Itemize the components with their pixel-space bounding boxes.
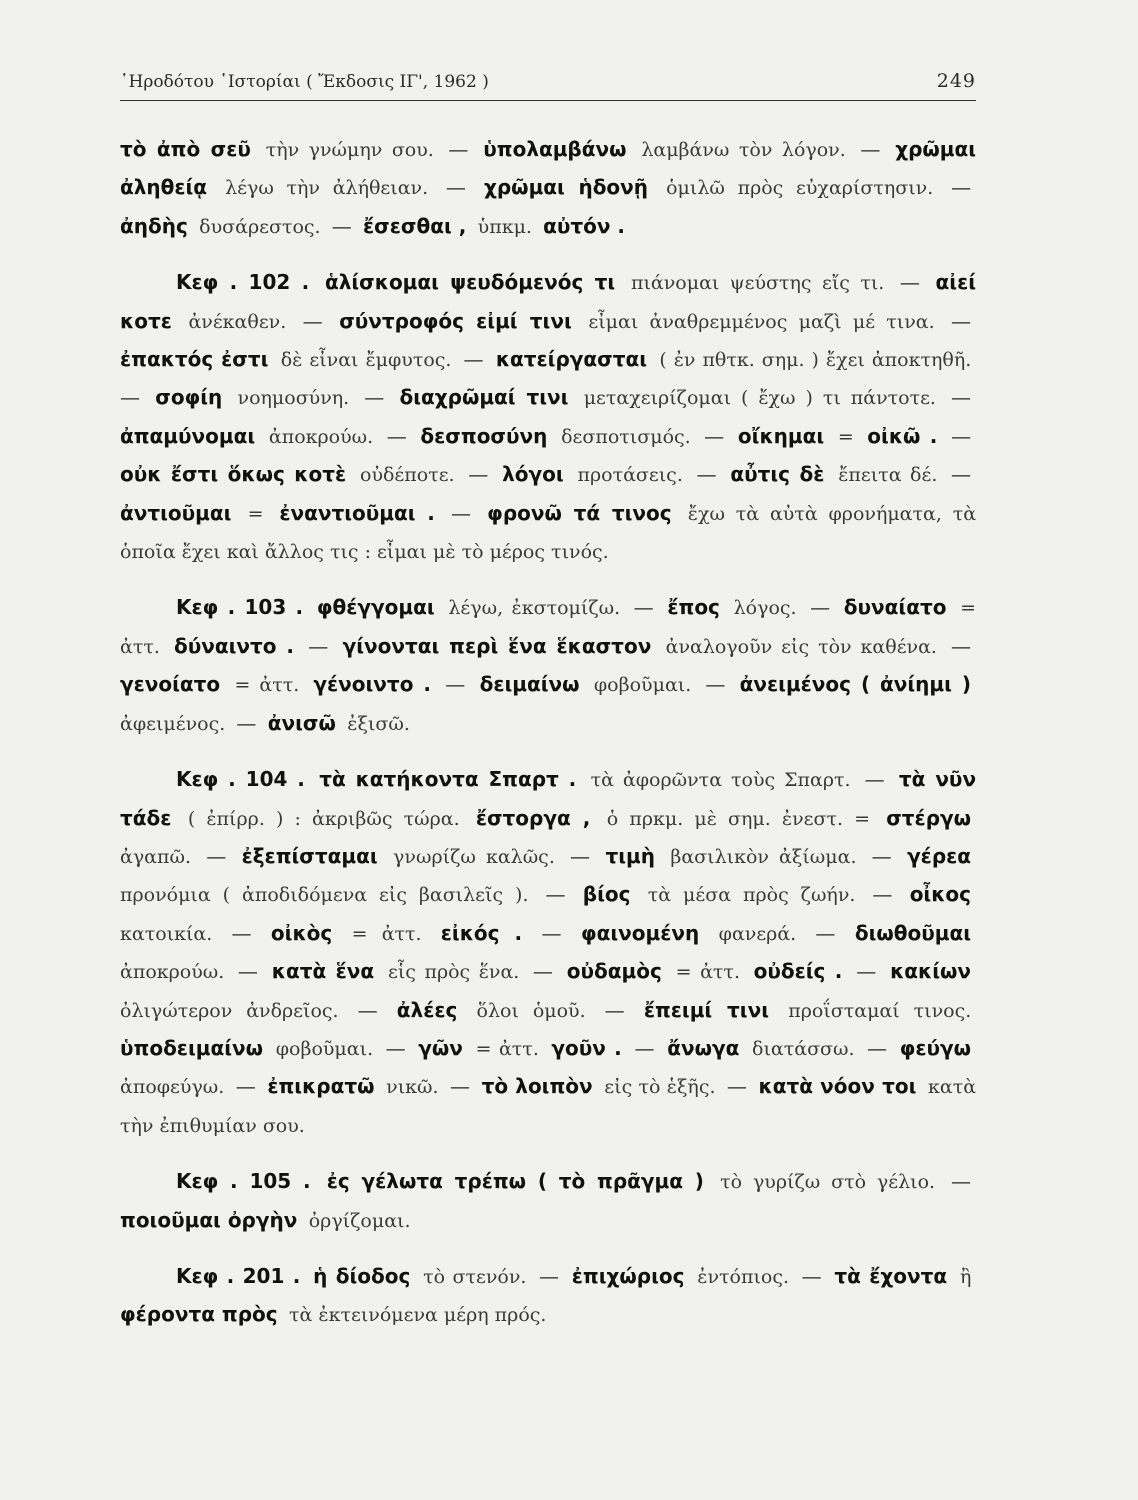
gloss: ( ἐν πθτκ. σημ. ) ἔχει ἀποκτηθῆ. [659,349,972,372]
headword: ἀηδὴς [120,213,188,238]
chapter-label: Κεφ . 102 . [176,270,310,295]
gloss: ἐξισῶ. [347,712,410,735]
headword: χρῶμαι ἀληθείᾳ [120,137,977,200]
dash-separator: — [951,308,972,333]
headword: στέργω [886,805,972,830]
gloss: λόγος. [733,597,797,620]
running-header [120,70,976,101]
dash-separator: — [634,1035,655,1060]
gloss: μεταχειρίζομαι ( ἔχω ) τι πάντοτε. [583,387,936,410]
dash-separator: — [302,308,323,333]
dash-separator: — [872,882,893,907]
headword: ἐπιχώριος [571,1263,685,1288]
gloss: νικῶ. [386,1076,439,1099]
gloss: δὲ εἶναι ἔμφυτος. [280,349,452,372]
gloss: λέγω, ἐκστομίζω. [448,597,621,620]
headword: ἐπικρατῶ [267,1074,375,1099]
headword: τὸ λοιπὸν [481,1074,593,1099]
headword: εἰκός . [440,920,523,945]
gloss: κατὰ τὴν ἐπιθυμίαν σου. [120,1076,977,1137]
headword: οἶκος [909,882,972,907]
dash-separator: — [386,423,407,448]
headword: οὐδείς . [753,959,843,984]
gloss: εἶμαι ἀναθρεμμένος μαζὶ μέ τινα. [588,310,935,333]
dash-separator: — [532,959,553,984]
gloss: δυσάρεστος. [199,215,321,238]
chapter-label: Κεφ . 103 . [176,595,304,620]
glossary-paragraph [120,264,976,571]
headword: γέρεα [907,843,972,868]
headword: γένοιντο . [313,672,431,697]
dash-separator: — [545,882,566,907]
headword: αὖτις δὲ [730,462,825,487]
headword: ἀνειμένος ( ἀνίημι ) [739,672,972,697]
headword: ἀνισῶ [267,710,336,735]
gloss: κατοικία. [120,922,213,945]
gloss: = ἀττ. [675,961,740,984]
dash-separator: — [856,959,877,984]
dash-separator: — [451,500,472,525]
gloss: τὰ ἐκτεινόμενα μέρη πρός. [289,1304,547,1327]
headword: ἀντιοῦμαι [120,500,232,525]
headword: τιμὴ [605,843,655,868]
gloss: = ἀττ. [120,597,977,658]
gloss: ἀγαπῶ. [120,845,192,868]
headword: γοῦν . [551,1035,622,1060]
glossary-paragraph [120,589,976,743]
gloss: ὅλοι ὁμοῦ. [476,999,586,1022]
dash-separator: — [231,920,252,945]
headword: σύντροφός εἰμί τινι [339,308,572,333]
headword: σοφίη [155,385,223,410]
gloss: = [837,425,854,448]
dash-separator: — [237,959,258,984]
gloss: φοβοῦμαι. [593,674,692,697]
page [120,70,976,1335]
headword: γίνονται περὶ ἕνα ἕκαστον [342,633,652,658]
dash-separator: — [364,385,385,410]
headword: φεύγω [899,1035,972,1060]
headword: χρῶμαι ἡδονῇ [483,175,649,200]
gloss: ἀνέκαθεν. [188,310,287,333]
headword: ὑποδειμαίνω [120,1035,263,1060]
headword: λόγοι [502,462,564,487]
headword: αὐτόν . [543,213,626,238]
headword: κατὰ νόον τοι [758,1074,917,1099]
headword: ἀπαμύνομαι [120,423,256,448]
dash-separator: — [951,462,971,487]
dash-separator: — [705,672,726,697]
headword: οὐδαμὸς [566,959,662,984]
gloss: λέγω τὴν ἀλήθειαν. [225,177,429,200]
dash-separator: — [468,462,489,487]
headword: γενοίατο [120,672,221,697]
dash-separator: — [445,672,466,697]
gloss: τὰ μέσα πρὸς ζωήν. [647,884,856,907]
headword: ἐπακτός ἐστι [120,347,269,372]
dash-separator: — [871,843,892,868]
dash-separator: — [206,843,227,868]
gloss: διατάσσω. [752,1037,855,1060]
dash-separator: — [445,175,466,200]
headword: τὸ ἀπὸ σεῦ [120,137,251,161]
dash-separator: — [541,920,562,945]
chapter-label: Κεφ . 201 . [176,1263,301,1288]
gloss: ὁ πρκμ. μὲ σημ. ἐνεστ. = [606,807,871,830]
headword: ἔπειμί τινι [643,997,770,1022]
dash-separator: — [539,1263,559,1288]
gloss: πιάνομαι ψεύστης εἴς τι. [630,272,885,295]
header-title: ῾Ηροδότου ῾Ιστορίαι ( Ἔκδοσις ΙΓ', 1962 ) [120,72,489,92]
dash-separator: — [236,710,257,735]
headword: διαχρῶμαί τινι [399,385,569,410]
gloss: τὸ γυρίζω στὸ γέλιο. [720,1171,936,1194]
headword: αἰεί κοτε [120,270,977,333]
headword: ἀλέες [396,997,458,1022]
gloss: εἰς τὸ ἑξῆς. [604,1076,716,1099]
headword: ἔστοργα , [475,805,591,830]
glossary-paragraph [120,761,976,1145]
dash-separator: — [463,347,484,372]
gloss: λαμβάνω τὸν λόγον. [641,139,846,161]
headword: ἔσεσθαι , [363,213,467,238]
headword: ἐναντιοῦμαι . [279,500,435,525]
dash-separator: — [864,767,885,792]
dash-separator: — [810,595,831,620]
headword: ἁλίσκομαι ψευδόμενός τι [324,270,616,295]
gloss: εἷς πρὸς ἕνα. [388,961,520,984]
dash-separator: — [235,1074,256,1099]
dash-separator: — [899,270,920,295]
headword: δυναίατο [843,595,947,620]
dash-separator: — [308,633,329,658]
gloss: νοημοσύνη. [237,387,350,410]
headword: τὰ κατήκοντα Σπαρτ . [319,767,577,792]
dash-separator: — [950,385,971,410]
headword: φαινομένη [580,920,700,945]
headword: ἡ δίοδος [313,1263,411,1288]
gloss: τὸ στενόν. [423,1265,527,1288]
gloss: φανερά. [718,922,797,945]
gloss: = ἀττ. [351,922,422,945]
dash-separator: — [867,1035,888,1060]
dash-separator: — [449,1074,470,1099]
text-body [120,131,976,1335]
headword: ἐξεπίσταμαι [241,843,378,868]
headword: ἔπος [667,595,720,620]
dash-separator: — [951,423,972,448]
headword: οἴκημαι [737,423,825,448]
headword: οἰκῶ . [867,423,938,448]
dash-separator: — [604,997,625,1022]
headword: φρονῶ τά τινος [487,500,672,525]
dash-separator: — [633,595,654,620]
gloss: ἀναλογοῦν εἰς τὸν καθένα. [665,635,937,658]
gloss: ὑπκμ. [477,215,532,238]
headword: κατείργασται [495,347,648,372]
headword: φθέγγομαι [316,595,435,620]
gloss: ἢ [959,1265,972,1288]
gloss: = ἀττ. [234,674,300,697]
dash-separator: — [120,385,140,410]
gloss: φοβοῦμαι. [275,1037,374,1060]
dash-separator: — [951,1169,972,1194]
headword: οἰκὸς [270,920,333,945]
dash-separator: — [726,1074,747,1099]
gloss: ( ἐπίρρ. ) : ἀκριβῶς τώρα. [187,807,460,830]
headword: ποιοῦμαι ὀργὴν [120,1207,298,1232]
dash-separator: — [860,137,881,161]
gloss: τὴν γνώμην σου. [265,139,434,161]
glossary-paragraph [120,1163,976,1240]
glossary-paragraph [120,131,976,246]
glossary-paragraph [120,1258,976,1335]
headword: βίος [582,882,631,907]
dash-separator: — [385,1035,406,1060]
dash-separator: — [801,1263,822,1288]
dash-separator: — [951,633,972,658]
headword: κατὰ ἕνα [271,959,375,984]
gloss: ὁμιλῶ πρὸς εὐχαρίστησιν. [666,177,934,200]
gloss: ἔχω τὰ αὐτὰ φρονήματα, τὰ ὁποῖα ἔχει καὶ ἄλλος τις : εἶμαι μὲ τὸ μέρος τινός. [120,502,977,564]
dash-separator: — [696,462,717,487]
gloss: ἀποφεύγω. [120,1076,225,1099]
dash-separator: — [704,423,725,448]
page-number: 249 [936,70,976,92]
gloss: ἀποκρούω. [120,961,225,984]
headword: ἄνωγα [667,1035,740,1060]
headword: ἐς γέλωτα τρέπω ( τὸ πρᾶγμα ) [326,1169,704,1194]
headword: γῶν [418,1035,463,1060]
gloss: οὐδέποτε. [360,464,455,487]
dash-separator: — [951,175,972,200]
gloss: ἔπειτα δέ. [838,464,938,487]
headword: ὑπολαμβάνω [483,137,627,161]
gloss: τὰ ἀφορῶντα τοὺς Σπαρτ. [590,769,851,792]
chapter-label: Κεφ . 105 . [176,1169,311,1194]
gloss: ἐντόπιος. [697,1265,790,1288]
dash-separator: — [331,213,352,238]
dash-separator: — [357,997,378,1022]
headword: τὰ ἔχοντα [834,1263,948,1288]
gloss: δεσποτισμός. [561,425,691,448]
gloss: ὀλιγώτερον ἀνδρεῖος. [120,999,339,1022]
gloss: = ἀττ. [475,1037,539,1060]
gloss: γνωρίζω καλῶς. [393,845,555,868]
headword: τὰ νῦν τάδε [120,767,977,830]
headword: οὐκ ἔστι ὅκως κοτὲ [120,462,347,487]
gloss: προνόμια ( ἀποδιδόμενα εἰς βασιλεῖς ). [120,884,529,907]
gloss: ὀργίζομαι. [308,1209,411,1232]
dash-separator: — [570,843,591,868]
headword: δύναιντο . [173,633,294,658]
headword: κακίων [890,959,972,984]
dash-separator: — [448,137,469,161]
gloss: βασιλικὸν ἀξίωμα. [670,845,857,868]
gloss: προτάσεις. [577,464,683,487]
headword: δεσποσύνη [420,423,548,448]
gloss: ἀφειμένος. [120,712,226,735]
chapter-label: Κεφ . 104 . [176,767,305,792]
gloss: ἀποκρούω. [268,425,374,448]
headword: δειμαίνω [479,672,580,697]
headword: διωθοῦμαι [854,920,971,945]
gloss: προΐσταμαί τινος. [788,999,972,1022]
dash-separator: — [815,920,836,945]
gloss: = [247,502,264,525]
headword: φέροντα πρὸς [120,1302,278,1327]
